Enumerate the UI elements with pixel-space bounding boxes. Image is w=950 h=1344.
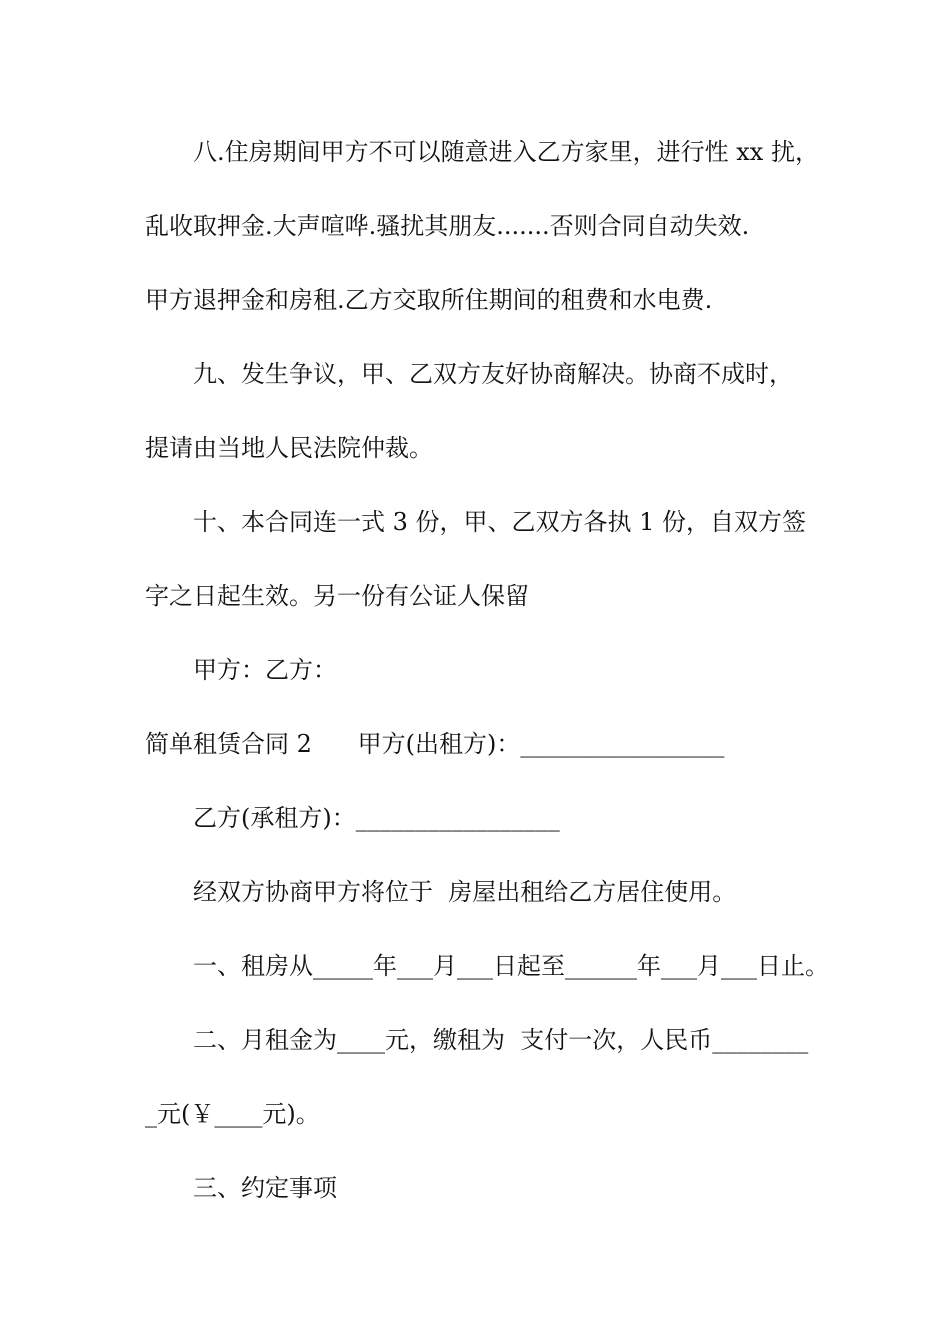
contract-2-intro: 经双方协商甲方将位于 房屋出租给乙方居住使用。: [193, 878, 737, 906]
clause-8-line-2: 乱收取押金.大声喧哗.骚扰其朋友.......否则合同自动失效.: [145, 212, 750, 240]
clause-8-line-3: 甲方退押金和房租.乙方交取所住期间的租费和水电费.: [145, 286, 713, 314]
rent-clause-line-1: 二、月租金为____元，缴租为 支付一次，人民币________: [193, 1026, 809, 1054]
signature-parties: 甲方：乙方：: [193, 656, 337, 684]
contract-2-heading-lessor: 简单租赁合同 2 甲方(出租方)：_________________: [145, 730, 725, 758]
rent-clause-line-2: _元(￥____元)。: [145, 1100, 320, 1128]
lessee-field: 乙方(承租方)：_________________: [193, 804, 560, 832]
clause-9-line-2: 提请由当地人民法院仲裁。: [145, 434, 433, 462]
clause-9-line-1: 九、发生争议，甲、乙双方友好协商解决。协商不成时，: [193, 360, 793, 388]
clause-10-line-2: 字之日起生效。另一份有公证人保留: [145, 582, 529, 610]
rental-period-clause: 一、租房从_____年___月___日起至______年___月___日止。: [193, 952, 829, 980]
agreed-matters-heading: 三、约定事项: [193, 1174, 337, 1202]
clause-8-line-1: 八.住房期间甲方不可以随意进入乙方家里，进行性 xx 扰，: [193, 138, 819, 166]
clause-10-line-1: 十、本合同连一式 3 份，甲、乙双方各执 1 份，自双方签: [193, 508, 807, 536]
